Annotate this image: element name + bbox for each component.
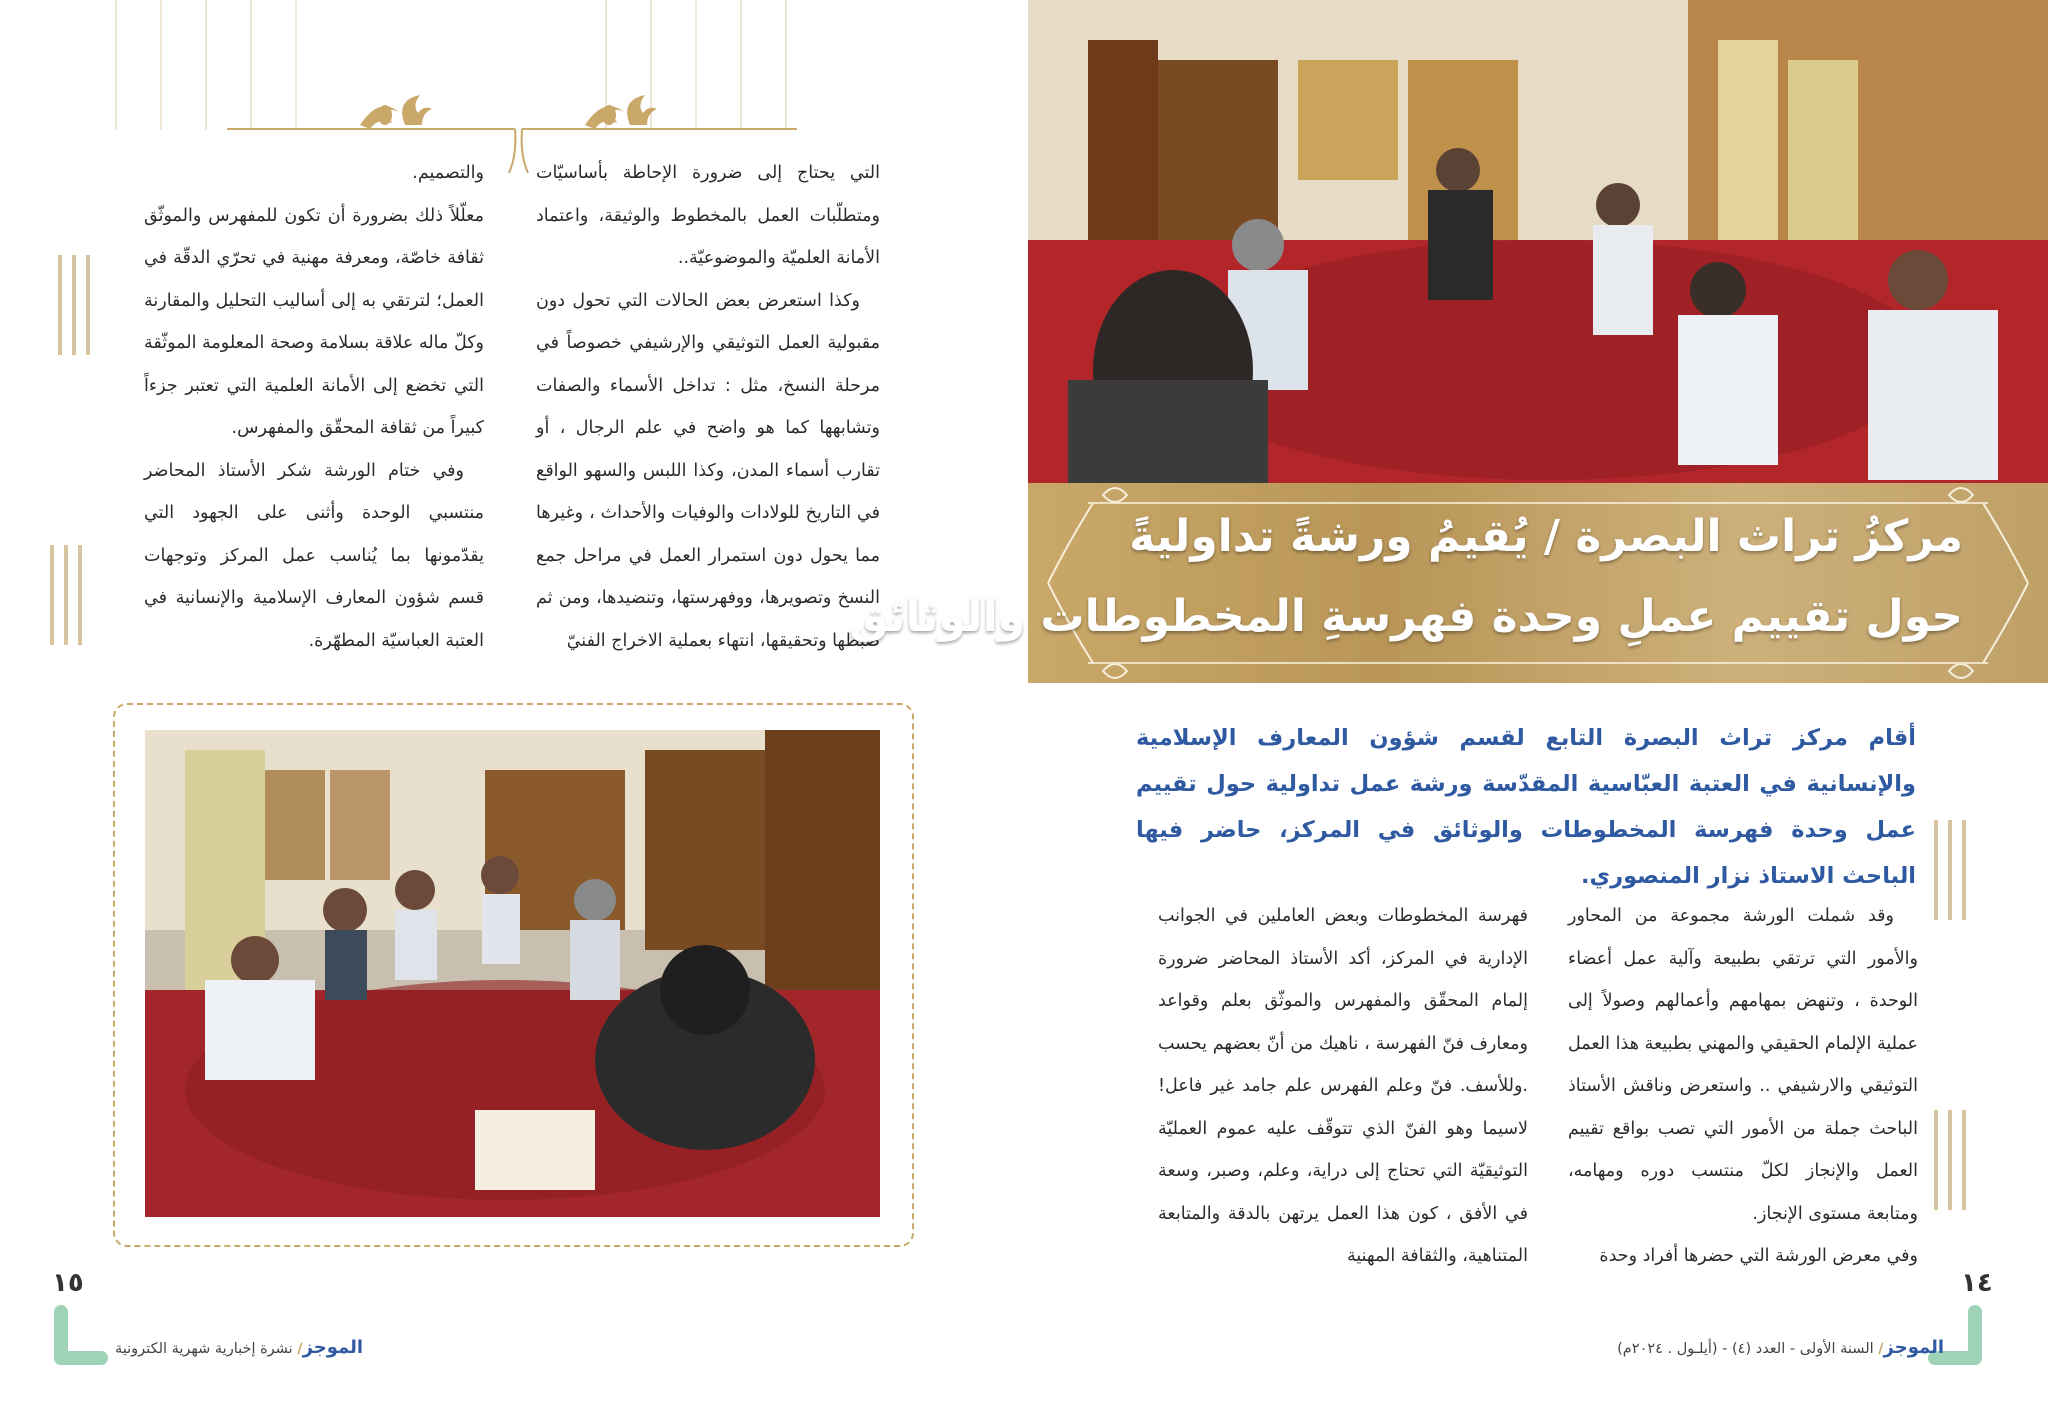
- footer-tab: [48, 1305, 108, 1365]
- brand-name: الموجز: [302, 1337, 364, 1358]
- paragraph: وفي معرض الورشة التي حضرها أفراد وحدة: [1599, 1246, 1918, 1266]
- paragraph: والتصميم.: [412, 163, 484, 183]
- footer-tagline: نشرة إخبارية شهرية الكترونية: [115, 1341, 293, 1357]
- headline-line-1: مركزُ تراث البصرة / يُقيمُ ورشةً تداوليةً: [1129, 511, 1963, 562]
- page-number: ١٤: [1961, 1268, 1993, 1298]
- decorative-lines: [1934, 820, 1966, 920]
- paragraph: وقد شملت الورشة مجموعة من المحاور والأمور التي ترتقي بطبيعة وآلية عمل أعضاء الوحدة ، وتنهض بمهامهم وأعمالهم وصولاً إلى عملية الإلمام الحقيقي والمهني بطبيعة هذا العمل التوثيقي والارشيفي .. واستعرض وناقش الأستاذ الباحث جملة من الأمور التي تصب بواقع تقييم العمل والإنجاز لكلّ منتسب دوره ومهامه، ومتابعة مستوى الإنجاز.: [1568, 906, 1918, 1224]
- brand-name: الموجز: [1883, 1337, 1944, 1358]
- footer-issue-info: السنة الأولى - العدد (٤) - (أيلـول . ٢٠٢٤م): [1617, 1341, 1874, 1357]
- bg-stripe: [205, 0, 207, 130]
- paragraph: فهرسة المخطوطات وبعض العاملين في الجوانب الإدارية في المركز، أكد الأستاذ المحاضر ضرورة إلمام المحقّق والمفهرس والموثّق بعلم وقواعد ومعارف فنّ الفهرسة ، ناهيك من أنّ بعضهم يحسب .وللأسف. فنّ وعلم الفهرس علم جامد غير فاعل! لاسيما وهو الفنّ الذي تتوقّف عليه عموم العمليّة التوثيقيّة التي تحتاج إلى دراية، وعلم، وصبر، وسعة في الأفق ، كون هذا العمل يرتهن بالدقة والمتابعة المتناهية، والثقافة المهنية: [1158, 906, 1528, 1266]
- text-column-left: [1158, 895, 1528, 1278]
- paragraph: وكذا استعرض بعض الحالات التي تحول دون مقبولية العمل التوثيقي والإرشيفي خصوصاً في مرحلة النسخ، مثل : تداخل الأسماء والصفات وتشابهها كما هو واضح في علم الرجال ، أو تقارب أسماء المدن، وكذا اللبس والسهو الواقع في التاريخ للولادات والوفيات والأحداث ، وغيرها مما يحول دون استمرار العمل في مراحل جمع النسخ وتصويرها، ووفهرستها، وتنضيدها، ومن ثم ضبطها وتحقيقها، انتهاء بعملية الاخراج الفنيّ: [536, 290, 880, 651]
- text-column-right: [536, 152, 880, 662]
- paragraph: وفي ختام الورشة شكر الأستاذ المحاضر منتسبي الوحدة وأثنى على الجهود التي يقدّمونها بما يُناسب عمل المركز وتوجهات قسم شؤون المعارف الإسلامية والإنسانية في العتبة العباسيّة المطهّرة.: [144, 460, 484, 651]
- headline-line-2: حول تقييم عملِ وحدة فهرسةِ المخطوطات والوثائق: [849, 591, 1963, 642]
- decorative-lines: [58, 255, 90, 355]
- lead-paragraph: أقام مركز تراث البصرة التابع لقسم شؤون المعارف الإسلامية والإنسانية في العتبة العبّاسية المقدّسة ورشة عمل تداولية حول تقييم عمل وحدة فهرسة المخطوطات والوثائق في المركز، حاضر فيها الباحث الاستاذ نزار المنصوري.: [1136, 725, 1916, 889]
- text-column-left: [144, 152, 484, 662]
- footer-brand-line: الموجز/ نشرة إخبارية شهرية الكترونية: [115, 1337, 364, 1358]
- workshop-photo: [145, 730, 880, 1217]
- bg-stripe: [115, 0, 117, 130]
- decorative-lines: [50, 545, 82, 645]
- footer-brand-line: الموجز/ السنة الأولى - العدد (٤) - (أيلـول . ٢٠٢٤م): [1617, 1337, 1944, 1358]
- headline-banner: [849, 483, 2048, 683]
- bg-stripe: [160, 0, 162, 130]
- paragraph: معلّلاً ذلك بضرورة أن تكون للمفهرس والموثّق ثقافة خاصّة، ومعرفة مهنية في تحرّي الدقّة في العمل؛ لترتقي به إلى أساليب التحليل والمقارنة وكلّ ماله علاقة بسلامة وصحة المعلومة الموثّقة التي تخضع إلى الأمانة العلمية التي تعتبر جزءاً كبيراً من ثقافة المحقّق والمفهرس.: [144, 205, 484, 438]
- meeting-photo: [1028, 0, 2048, 485]
- paragraph: التي يحتاج إلى ضرورة الإحاطة بأساسيّات ومتطلّبات العمل بالمخطوط والوثيقة، واعتماد الأمانة العلميّة والموضوعيّة..: [536, 163, 880, 268]
- decorative-lines: [1934, 1110, 1966, 1210]
- right-page: [849, 0, 2048, 1414]
- page-number: ١٥: [52, 1268, 84, 1298]
- text-column-right: [1568, 895, 1918, 1278]
